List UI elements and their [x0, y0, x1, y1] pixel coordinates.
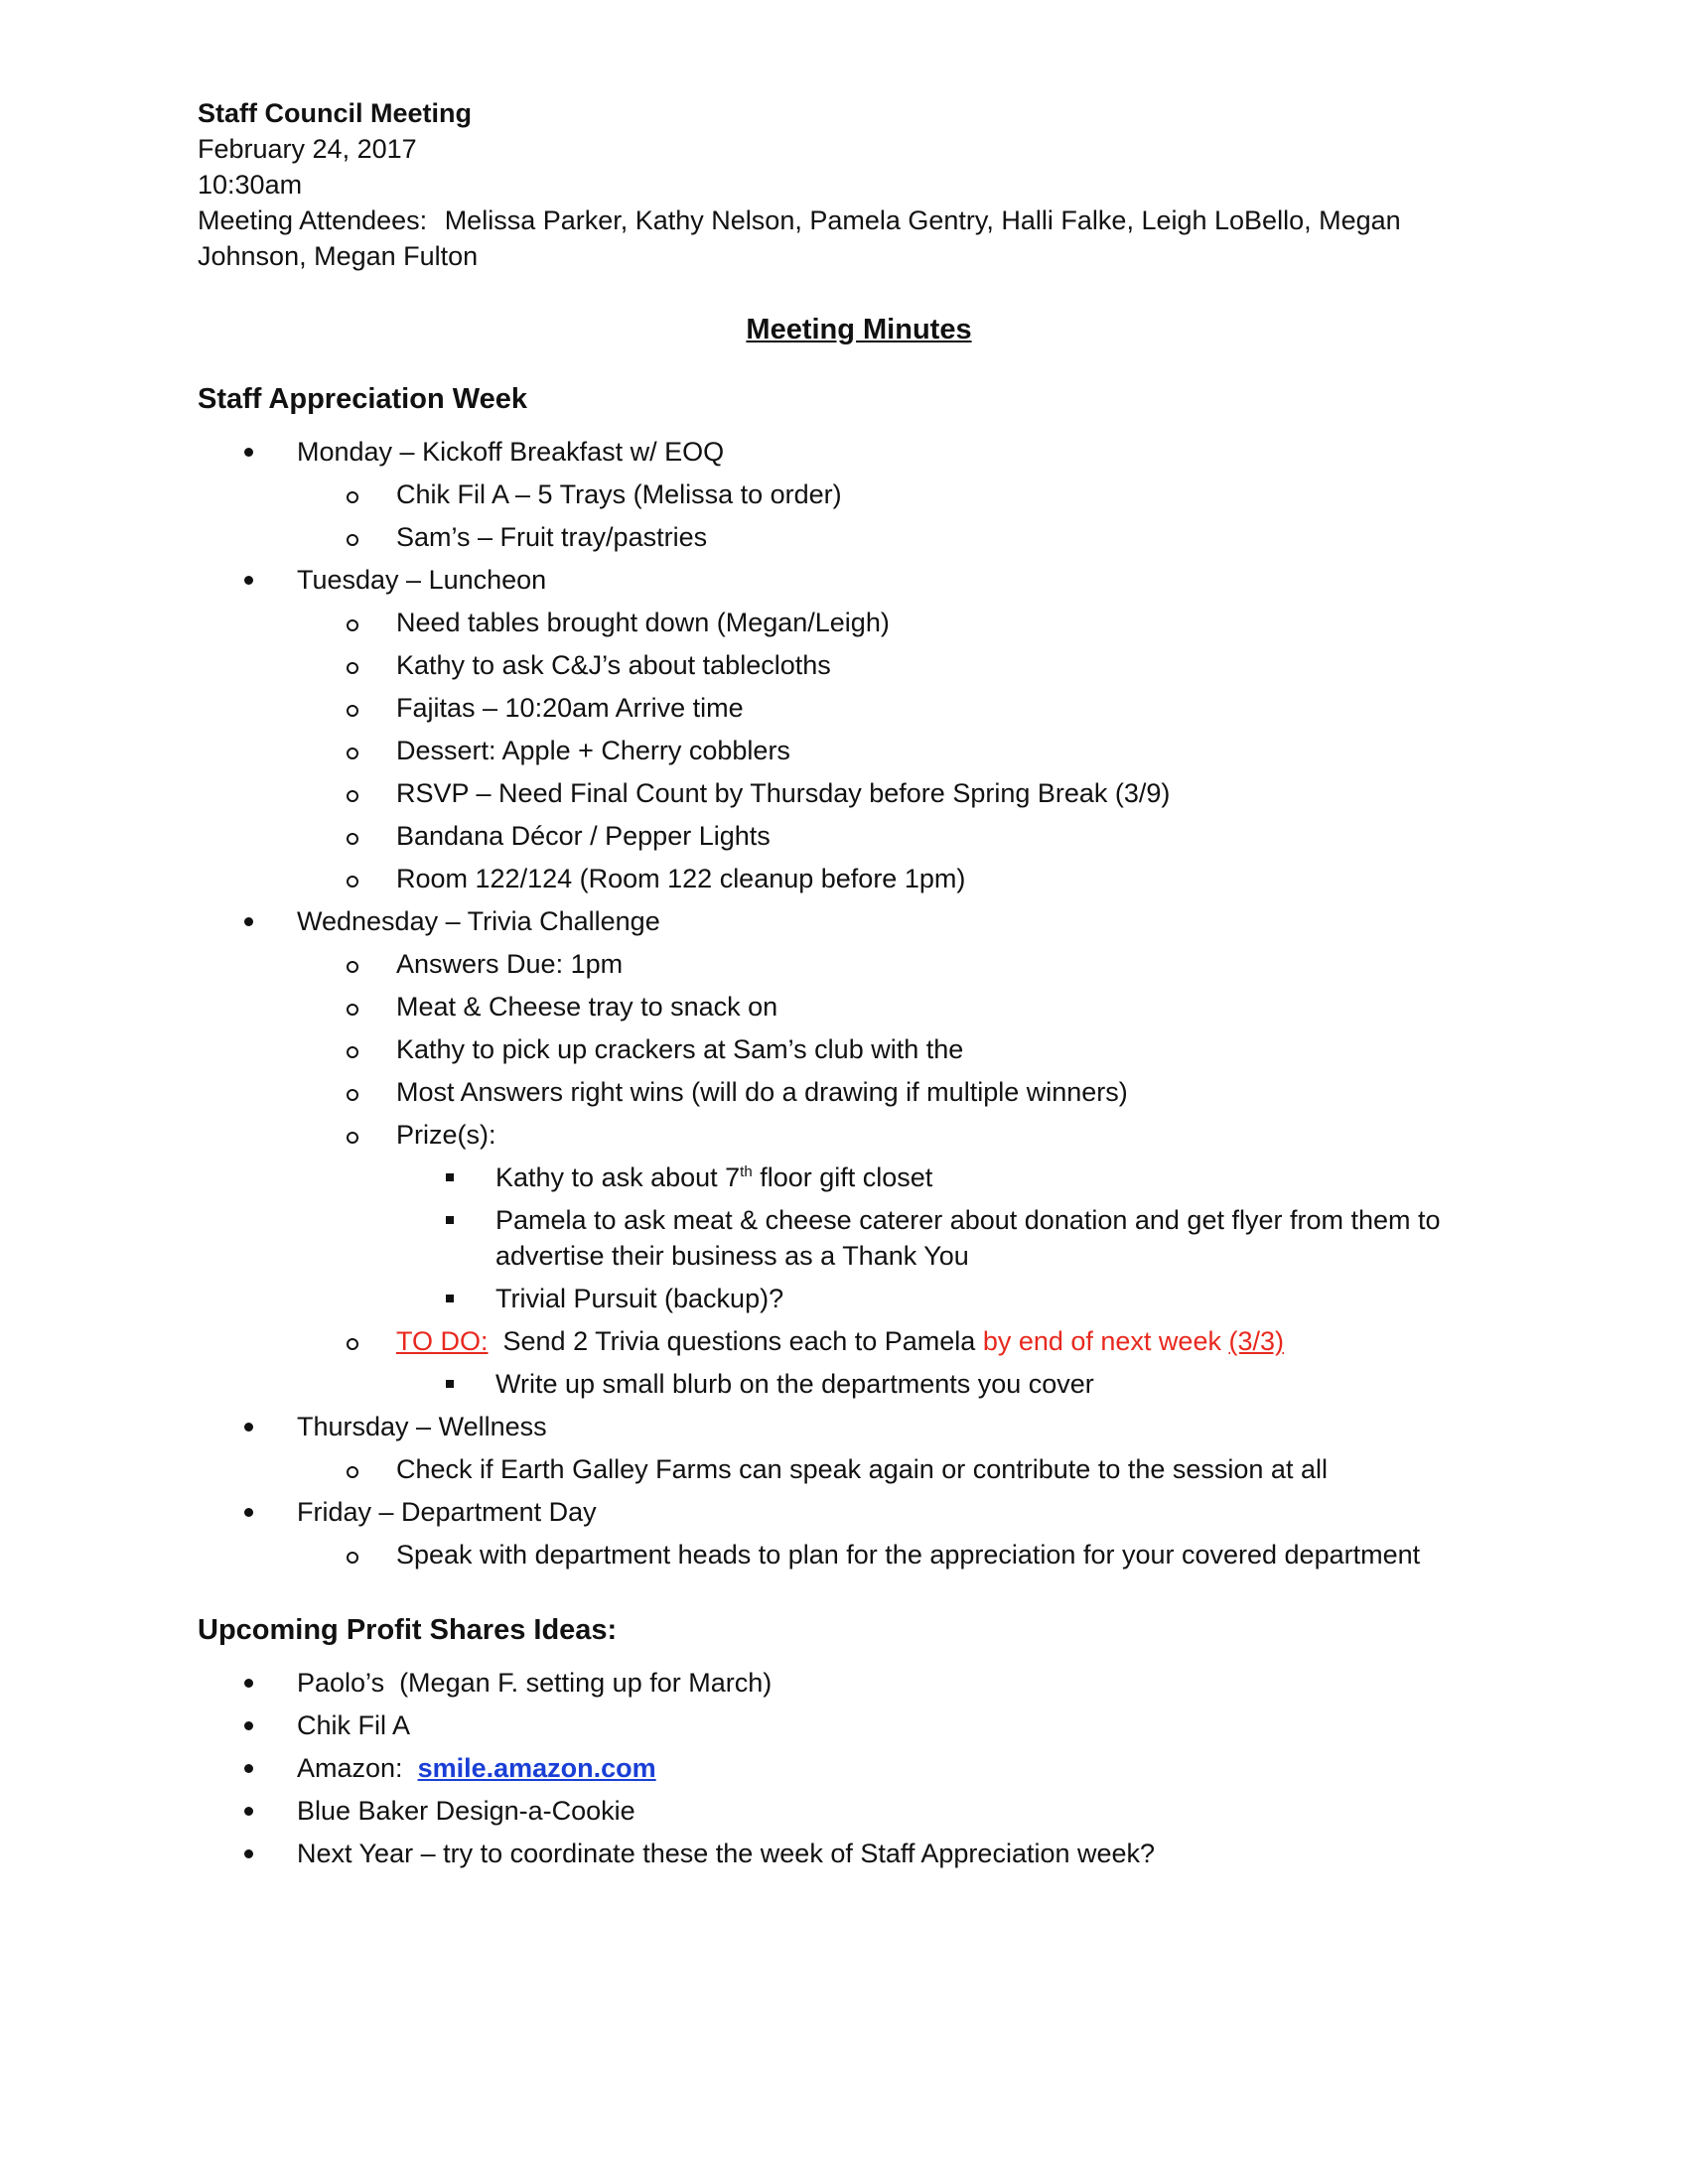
list-item: Next Year – try to coordinate these the week of Staff Appreciation week?: [198, 1833, 1508, 1875]
bullet-icon: [244, 1423, 253, 1432]
circle-bullet-icon: [347, 790, 358, 802]
circle-bullet-icon: [347, 876, 358, 887]
monday-subitems: [297, 474, 1508, 559]
amazon-smile-link[interactable]: smile.amazon.com: [417, 1753, 656, 1783]
list-item: Meat & Cheese tray to snack on: [297, 986, 1508, 1028]
list-item: Room 122/124 (Room 122 cleanup before 1pm): [297, 858, 1508, 900]
circle-bullet-icon: [347, 1132, 358, 1144]
list-item: Pamela to ask meat & cheese caterer about donation and get flyer from them to advertise their business as a Thank You: [396, 1199, 1508, 1278]
prizes-subitems: [396, 1157, 1508, 1320]
todo-deadline-date: (3/3): [1228, 1326, 1284, 1356]
wednesday-subitems: [297, 943, 1508, 1406]
square-bullet-icon: [446, 1173, 454, 1181]
bullet-icon: [244, 917, 253, 926]
list-item: Chik Fil A: [198, 1705, 1508, 1747]
circle-bullet-icon: [347, 491, 358, 503]
list-item: Dessert: Apple + Cherry cobblers: [297, 730, 1508, 772]
todo-subitems: [396, 1363, 1508, 1406]
bullet-icon: [244, 576, 253, 585]
day-label: Friday – Department Day: [297, 1497, 597, 1527]
meeting-header: [198, 95, 1508, 274]
circle-bullet-icon: [347, 1046, 358, 1058]
list-item: Bandana Décor / Pepper Lights: [297, 815, 1508, 858]
list-item: Kathy to ask C&J’s about tablecloths: [297, 644, 1508, 687]
list-item: Sam’s – Fruit tray/pastries: [297, 516, 1508, 559]
list-item-prizes: Prize(s): Kathy to ask about 7th floor gift closet Pamela to ask meat & cheese caterer about donation and get flyer from them to advertise their business as a Thank You Trivial Pursuit (backup)?: [297, 1114, 1508, 1320]
day-item-friday: [198, 1491, 1508, 1576]
list-item: Fajitas – 10:20am Arrive time: [297, 687, 1508, 730]
day-item-tuesday: [198, 559, 1508, 900]
circle-bullet-icon: [347, 1466, 358, 1478]
document-page: [198, 95, 1508, 1875]
square-bullet-icon: [446, 1216, 454, 1224]
todo-text: Send 2 Trivia questions each to Pamela: [488, 1326, 983, 1356]
day-label: Tuesday – Luncheon: [297, 565, 547, 595]
circle-bullet-icon: [347, 961, 358, 973]
square-bullet-icon: [446, 1295, 454, 1302]
list-item: Need tables brought down (Megan/Leigh): [297, 602, 1508, 644]
attendees-label: Meeting Attendees:: [198, 205, 428, 235]
day-item-monday: [198, 431, 1508, 559]
bullet-icon: [244, 1721, 253, 1730]
meeting-date: February 24, 2017: [198, 134, 417, 164]
friday-subitems: [297, 1534, 1508, 1576]
square-bullet-icon: [446, 1380, 454, 1388]
tuesday-subitems: [297, 602, 1508, 900]
circle-bullet-icon: [347, 1338, 358, 1350]
bullet-icon: [244, 448, 253, 457]
profit-shares-list: [198, 1662, 1508, 1875]
list-item: Check if Earth Galley Farms can speak again or contribute to the session at all: [297, 1448, 1508, 1491]
list-item: Answers Due: 1pm: [297, 943, 1508, 986]
circle-bullet-icon: [347, 705, 358, 717]
section-heading-profit-shares: Upcoming Profit Shares Ideas:: [198, 1614, 618, 1646]
circle-bullet-icon: [347, 1004, 358, 1016]
day-label: Thursday – Wellness: [297, 1412, 547, 1441]
day-item-wednesday: [198, 900, 1508, 1406]
appreciation-days-list: [198, 431, 1508, 1576]
circle-bullet-icon: [347, 619, 358, 631]
meeting-time: 10:30am: [198, 170, 303, 200]
circle-bullet-icon: [347, 748, 358, 759]
meeting-attendees: [198, 203, 1508, 274]
day-label: Monday – Kickoff Breakfast w/ EOQ: [297, 437, 725, 467]
list-item: Speak with department heads to plan for the appreciation for your covered department: [297, 1534, 1508, 1576]
list-item: Write up small blurb on the departments you cover: [396, 1363, 1508, 1406]
attendees-list: Melissa Parker, Kathy Nelson, Pamela Gentry, Halli Falke, Leigh LoBello, Megan Johnson, Megan Fulton: [198, 205, 1401, 271]
circle-bullet-icon: [347, 1089, 358, 1101]
list-item: Chik Fil A – 5 Trays (Melissa to order): [297, 474, 1508, 516]
list-item: Amazon: smile.amazon.com: [198, 1747, 1508, 1790]
day-label: Wednesday – Trivia Challenge: [297, 906, 660, 936]
thursday-subitems: [297, 1448, 1508, 1491]
list-item: Kathy to pick up crackers at Sam’s club with the: [297, 1028, 1508, 1071]
bullet-icon: [244, 1508, 253, 1517]
circle-bullet-icon: [347, 662, 358, 674]
list-item: Trivial Pursuit (backup)?: [396, 1278, 1508, 1320]
list-item: RSVP – Need Final Count by Thursday before Spring Break (3/9): [297, 772, 1508, 815]
circle-bullet-icon: [347, 534, 358, 546]
circle-bullet-icon: [347, 833, 358, 845]
bullet-icon: [244, 1679, 253, 1688]
bullet-icon: [244, 1764, 253, 1773]
circle-bullet-icon: [347, 1552, 358, 1564]
list-item: Paolo’s (Megan F. setting up for March): [198, 1662, 1508, 1705]
list-item: Most Answers right wins (will do a drawing if multiple winners): [297, 1071, 1508, 1114]
list-item: Blue Baker Design-a-Cookie: [198, 1790, 1508, 1833]
meeting-title: Staff Council Meeting: [198, 98, 472, 128]
list-item-todo: [297, 1320, 1508, 1406]
bullet-icon: [244, 1807, 253, 1816]
document-title: Meeting Minutes: [746, 314, 972, 345]
list-item: Kathy to ask about 7th floor gift closet: [396, 1157, 1508, 1199]
bullet-icon: [244, 1849, 253, 1858]
todo-label: TO DO:: [396, 1326, 489, 1356]
section-heading-appreciation: Staff Appreciation Week: [198, 383, 527, 415]
day-item-thursday: [198, 1406, 1508, 1491]
todo-deadline: by end of next week: [982, 1326, 1229, 1356]
